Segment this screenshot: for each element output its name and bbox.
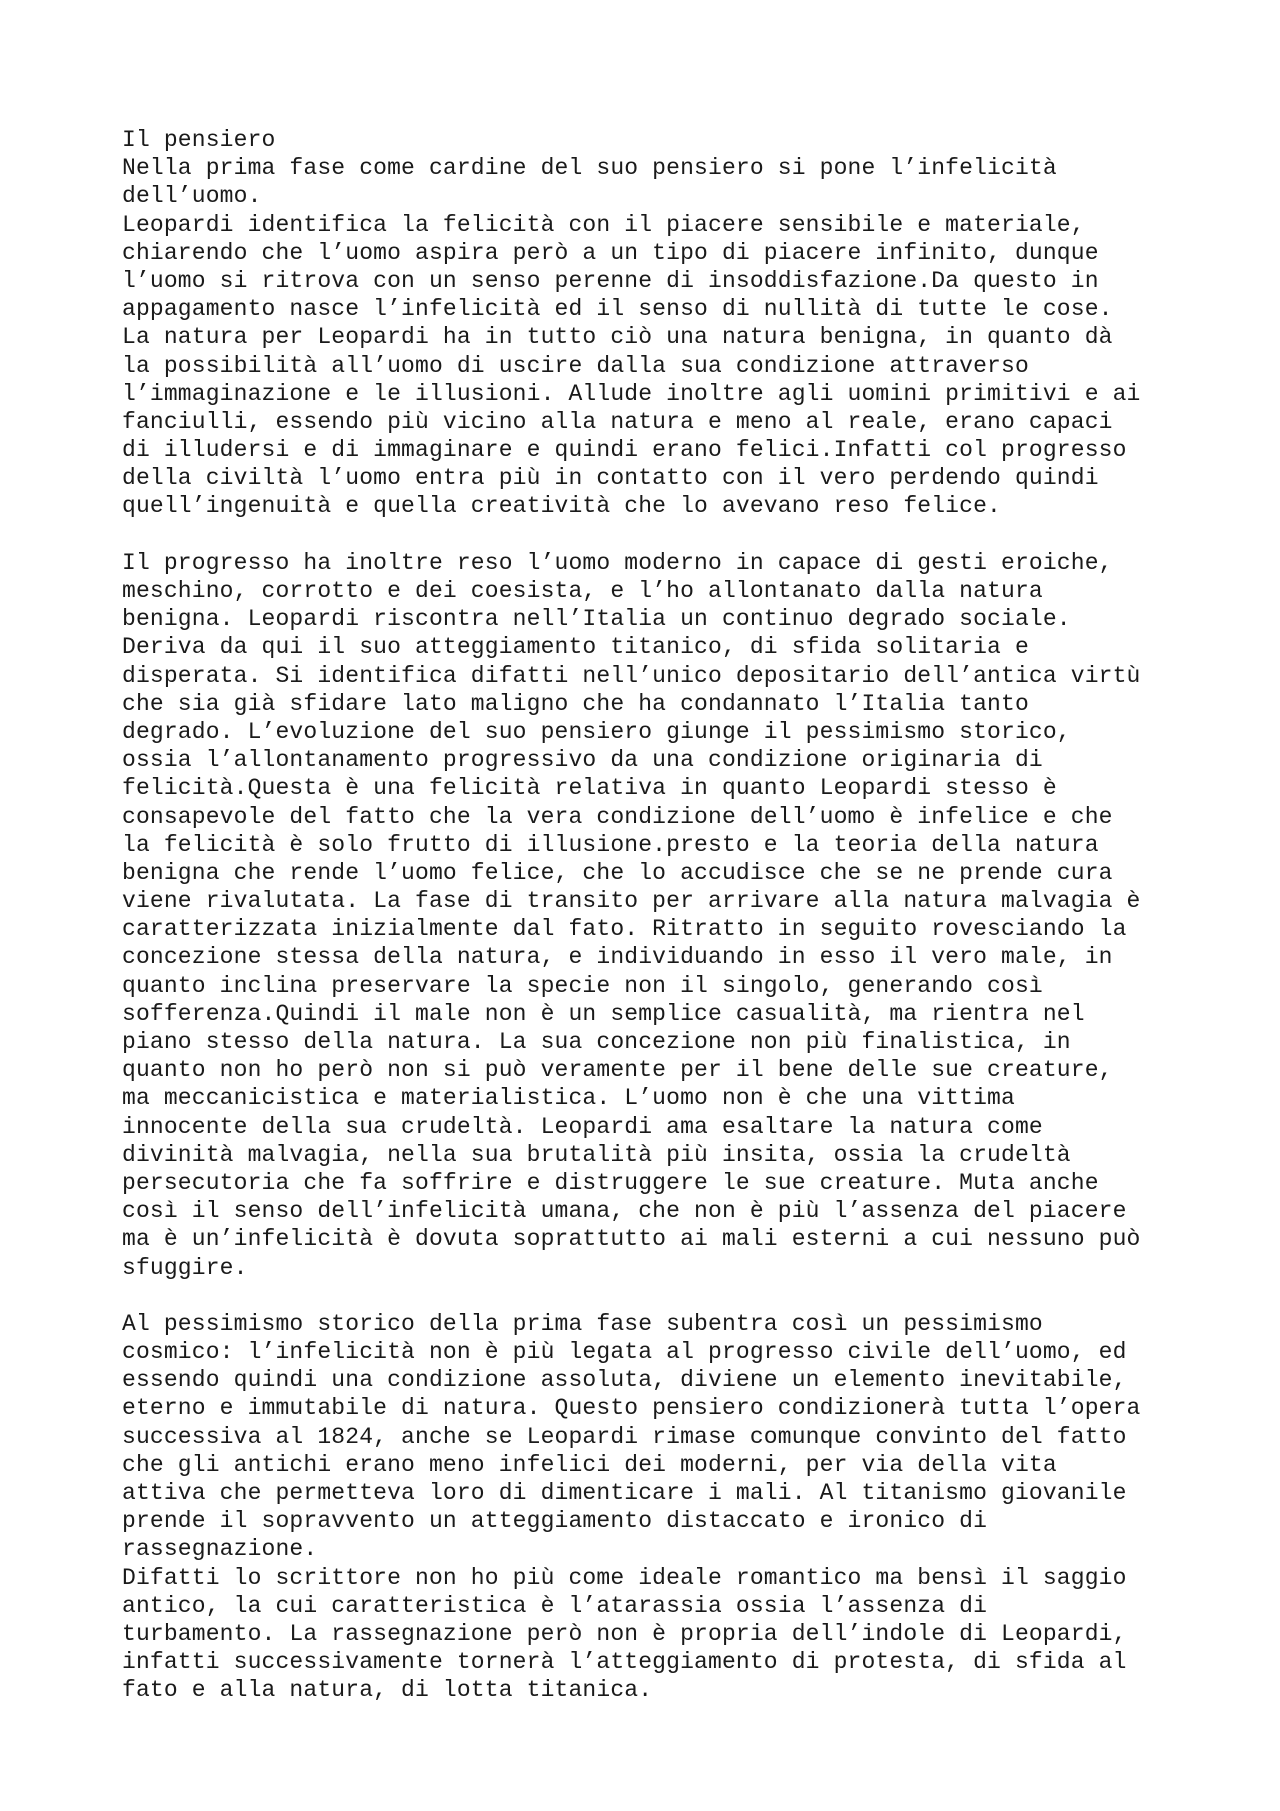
text-line: della civiltà l’uomo entra più in contatto con il vero perdendo quindi bbox=[122, 465, 1099, 492]
text-line: meschino, corrotto e dei coesista, e l’ho allontanato dalla natura bbox=[122, 578, 1043, 604]
text-line: concezione stessa della natura, e individuando in esso il vero male, in bbox=[122, 944, 1113, 971]
text-line: felicità.Questa è una felicità relativa in quanto Leopardi stesso è bbox=[122, 775, 1057, 802]
text-line: Deriva da qui il suo atteggiamento titanico, di sfida solitaria e bbox=[122, 634, 1029, 661]
text-line: fanciulli, essendo più vicino alla natura e meno al reale, erano capaci bbox=[122, 408, 1113, 435]
text-line: quanto non ho però non si può veramente per il bene delle sue creature, bbox=[122, 1057, 1113, 1084]
text-line: ma meccanicistica e materialistica. L’uomo non è che una vittima bbox=[122, 1085, 1015, 1112]
text-line: turbamento. La rassegnazione però non è propria dell’indole di Leopardi, bbox=[122, 1620, 1127, 1647]
text-line: viene rivalutata. La fase di transito per arrivare alla natura malvagia è bbox=[122, 888, 1141, 915]
text-line: successiva al 1824, anche se Leopardi rimase comunque convinto del fatto bbox=[122, 1423, 1127, 1450]
text-line: quanto inclina preservare la specie non il singolo, generando così bbox=[122, 972, 1043, 999]
paragraph-1 bbox=[122, 154, 1232, 520]
text-line: benigna che rende l’uomo felice, che lo accudisce che se ne prende cura bbox=[122, 859, 1113, 886]
text-line: attiva che permetteva loro di dimenticare i mali. Al titanismo giovanile bbox=[122, 1480, 1127, 1506]
text-line: antico, la cui caratteristica è l’atarassia ossia l’assenza di bbox=[122, 1592, 988, 1619]
paragraph-3 bbox=[122, 1310, 1232, 1705]
paragraph-2 bbox=[122, 549, 1232, 1282]
paragraph-gap bbox=[122, 521, 1232, 549]
document-title: Il pensiero bbox=[122, 127, 276, 153]
text-line: l’immaginazione e le illusioni. Allude inoltre agli uomini primitivi e ai bbox=[122, 380, 1141, 407]
text-line: consapevole del fatto che la vera condizione dell’uomo è infelice e che bbox=[122, 803, 1113, 830]
text-line: chiarendo che l’uomo aspira però a un tipo di piacere infinito, dunque bbox=[122, 239, 1099, 266]
text-line: Leopardi identifica la felicità con il piacere sensibile e materiale, bbox=[122, 211, 1085, 238]
paragraph-gap bbox=[122, 1282, 1232, 1310]
text-line: ossia l’allontanamento progressivo da una condizione originaria di bbox=[122, 747, 1043, 774]
text-line: sfuggire. bbox=[122, 1254, 248, 1281]
text-line: La natura per Leopardi ha in tutto ciò una natura benigna, in quanto dà bbox=[122, 324, 1113, 351]
text-line: dell’uomo. bbox=[122, 183, 262, 210]
text-line: fato e alla natura, di lotta titanica. bbox=[122, 1677, 653, 1704]
text-line: benigna. Leopardi riscontra nell’Italia un continuo degrado sociale. bbox=[122, 606, 1071, 633]
text-line: prende il sopravvento un atteggiamento distaccato e ironico di bbox=[122, 1508, 988, 1535]
text-line: divinità malvagia, nella sua brutalità più insita, ossia la crudeltà bbox=[122, 1141, 1071, 1168]
text-line: innocente della sua crudeltà. Leopardi ama esaltare la natura come bbox=[122, 1113, 1043, 1140]
text-line: quell’ingenuità e quella creatività che lo avevano reso felice. bbox=[122, 493, 1001, 520]
text-line: eterno e immutabile di natura. Questo pensiero condizionerà tutta l’opera bbox=[122, 1395, 1141, 1422]
text-line: Al pessimismo storico della prima fase subentra così un pessimismo bbox=[122, 1310, 1043, 1337]
text-line: la felicità è solo frutto di illusione.presto e la teoria della natura bbox=[122, 831, 1099, 858]
text-line: così il senso dell’infelicità umana, che non è più l’assenza del piacere bbox=[122, 1198, 1127, 1225]
text-line: che sia già sfidare lato maligno che ha condannato l’Italia tanto bbox=[122, 690, 1029, 717]
text-line: caratterizzata inizialmente dal fato. Ritratto in seguito rovesciando la bbox=[122, 916, 1127, 943]
text-line: cosmico: l’infelicità non è più legata al progresso civile dell’uomo, ed bbox=[122, 1339, 1127, 1366]
text-line: rassegnazione. bbox=[122, 1536, 318, 1563]
text-line: Il progresso ha inoltre reso l’uomo moderno in capace di gesti eroiche, bbox=[122, 549, 1113, 576]
text-line: persecutoria che fa soffrire e distruggere le sue creature. Muta anche bbox=[122, 1169, 1099, 1196]
text-line: di illudersi e di immaginare e quindi erano felici.Infatti col progresso bbox=[122, 437, 1127, 464]
document-body bbox=[122, 126, 1232, 1705]
text-line: sofferenza.Quindi il male non è un semplice casualità, ma rientra nel bbox=[122, 1000, 1085, 1027]
text-line: Difatti lo scrittore non ho più come ideale romantico ma bensì il saggio bbox=[122, 1564, 1127, 1591]
text-line: appagamento nasce l’infelicità ed il senso di nullità di tutte le cose. bbox=[122, 296, 1113, 323]
text-line: degrado. L’evoluzione del suo pensiero giunge il pessimismo storico, bbox=[122, 718, 1071, 745]
text-line: che gli antichi erano meno infelici dei moderni, per via della vita bbox=[122, 1451, 1057, 1478]
text-line: Nella prima fase come cardine del suo pensiero si pone l’infelicità bbox=[122, 155, 1057, 182]
text-line: ma è un’infelicità è dovuta soprattutto ai mali esterni a cui nessuno può bbox=[122, 1226, 1141, 1253]
text-line: la possibilità all’uomo di uscire dalla sua condizione attraverso bbox=[122, 352, 1029, 379]
text-line: disperata. Si identifica difatti nell’unico depositario dell’antica virtù bbox=[122, 662, 1141, 689]
text-line: essendo quindi una condizione assoluta, diviene un elemento inevitabile, bbox=[122, 1367, 1127, 1394]
text-line: piano stesso della natura. La sua concezione non più finalistica, in bbox=[122, 1029, 1071, 1055]
text-line: infatti successivamente tornerà l’atteggiamento di protesta, di sfida al bbox=[122, 1649, 1127, 1676]
text-line: l’uomo si ritrova con un senso perenne di insoddisfazione.Da questo in bbox=[122, 267, 1099, 294]
